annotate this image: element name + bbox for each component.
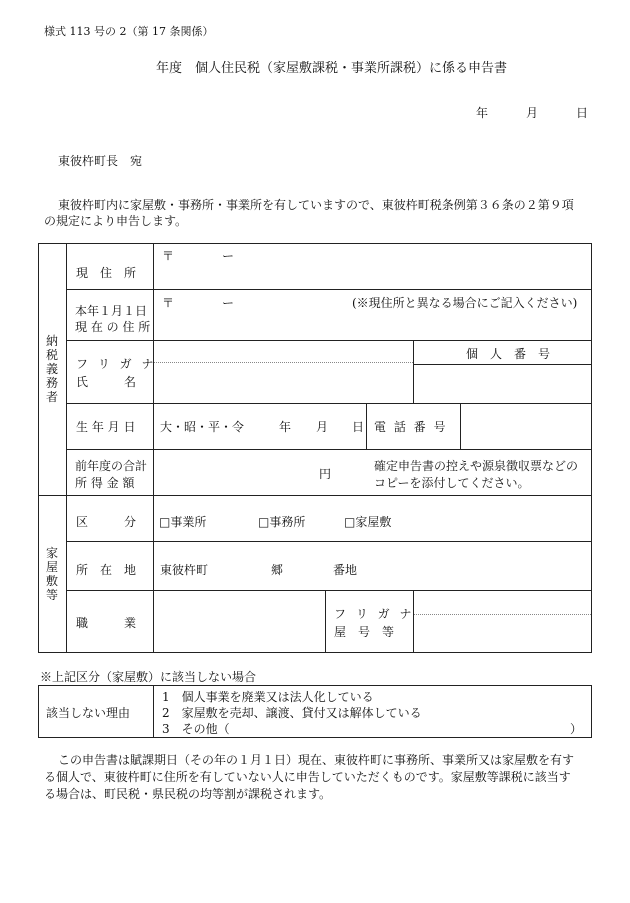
birth-day-unit: 日 bbox=[352, 420, 365, 434]
addressee: 東彼杵町長 宛 bbox=[58, 154, 143, 168]
reason-2[interactable]: 2 家屋敷を売却、譲渡、貸付又は解体している bbox=[162, 706, 422, 720]
postal-dash: ー bbox=[222, 249, 235, 263]
furigana-input[interactable] bbox=[154, 341, 412, 361]
jan1-address-field[interactable] bbox=[154, 312, 590, 339]
option-office-checkbox[interactable]: □事務所 bbox=[258, 515, 306, 529]
date-year: 年 bbox=[476, 106, 489, 120]
footer-line-1: この申告書は賦課期日（その年の１月１日）現在、東彼杵町に事務所、事業所又は家屋敷を有す bbox=[58, 753, 575, 767]
phone-input[interactable] bbox=[461, 404, 590, 448]
date-day: 日 bbox=[576, 106, 589, 120]
date-month: 月 bbox=[526, 106, 539, 120]
location-input[interactable] bbox=[154, 542, 590, 589]
jan1-postal-dash: ー bbox=[222, 296, 235, 310]
location-district: 郷 bbox=[271, 563, 284, 577]
birth-month-unit: 月 bbox=[316, 420, 329, 434]
name-label: 氏 名 bbox=[76, 375, 137, 389]
footer-line-3: る場合は、町民税・県民税の均等割が課税されます。 bbox=[44, 787, 332, 801]
income-label-2: 所 得 金 額 bbox=[75, 476, 135, 490]
my-number-input[interactable] bbox=[414, 365, 590, 402]
taxpayer-section-label: 納 税 義 務 者 bbox=[45, 334, 58, 404]
my-number-label: 個 人 番 号 bbox=[466, 347, 551, 361]
not-applicable-heading: ※上記区分（家屋敷）に該当しない場合 bbox=[40, 670, 257, 684]
reason-3[interactable]: 3 その他（ bbox=[162, 722, 230, 736]
jan1-address-note: (※現住所と異なる場合にご記入ください) bbox=[352, 296, 578, 310]
category-label: 区 分 bbox=[76, 515, 137, 529]
form-title: 年度 個人住民税（家屋敷課税・事業所課税）に係る申告書 bbox=[156, 61, 508, 76]
furigana-label: フ リ ガ ナ bbox=[76, 357, 157, 371]
name-input[interactable] bbox=[154, 364, 412, 402]
option-business-checkbox[interactable]: □事業所 bbox=[159, 515, 207, 529]
occupation-input[interactable] bbox=[154, 591, 324, 651]
location-label: 所 在 地 bbox=[76, 563, 137, 577]
birth-year-unit: 年 bbox=[279, 420, 292, 434]
trade-name-label: 屋 号 等 bbox=[334, 625, 395, 639]
income-label-1: 前年度の合計 bbox=[75, 459, 148, 473]
not-applicable-label: 該当しない理由 bbox=[46, 706, 131, 720]
current-address-field[interactable] bbox=[154, 262, 590, 288]
income-unit: 円 bbox=[319, 467, 332, 481]
trade-furigana-label: フ リ ガ ナ bbox=[334, 607, 415, 621]
jan1-postal-mark: 〒 bbox=[162, 296, 175, 310]
occupation-label: 職 業 bbox=[76, 616, 137, 630]
jan1-address-label-1: 本年１月１日 bbox=[75, 304, 148, 318]
location-town: 東彼杵町 bbox=[160, 563, 209, 577]
income-note-1: 確定申告書の控えや源泉徴収票などの bbox=[374, 459, 579, 473]
income-input[interactable] bbox=[154, 450, 314, 494]
form-code: 様式 113 号の 2（第 17 条関係） bbox=[44, 25, 214, 38]
intro-line-1: 東彼杵町内に家屋敷・事務所・事業所を有していますので、東彼杵町税条例第３６条の２第９項 bbox=[58, 198, 574, 212]
current-address-label: 現 住 所 bbox=[76, 266, 137, 280]
birth-date-label: 生 年 月 日 bbox=[76, 420, 136, 434]
property-section-label: 家 屋 敷 等 bbox=[45, 546, 58, 602]
era-options[interactable]: 大・昭・平・令 bbox=[160, 420, 245, 434]
jan1-address-label-2: 現 在 の 住 所 bbox=[75, 320, 151, 334]
option-house-checkbox[interactable]: □家屋敷 bbox=[344, 515, 392, 529]
trade-name-input[interactable] bbox=[414, 616, 590, 651]
intro-line-2: の規定により申告します。 bbox=[44, 214, 188, 228]
reason-3-close: ） bbox=[570, 722, 583, 736]
income-note-2: コピーを添付してください。 bbox=[374, 476, 530, 490]
footer-line-2: る個人で、東彼杵町に住所を有していない人に申告していただくものです。家屋敷等課税に該当す bbox=[44, 770, 571, 784]
phone-label: 電 話 番 号 bbox=[374, 420, 448, 434]
reason-1[interactable]: 1 個人事業を廃業又は法人化している bbox=[162, 690, 374, 704]
location-lot: 番地 bbox=[333, 563, 358, 577]
trade-furigana-input[interactable] bbox=[414, 591, 590, 613]
postal-mark: 〒 bbox=[162, 249, 175, 263]
